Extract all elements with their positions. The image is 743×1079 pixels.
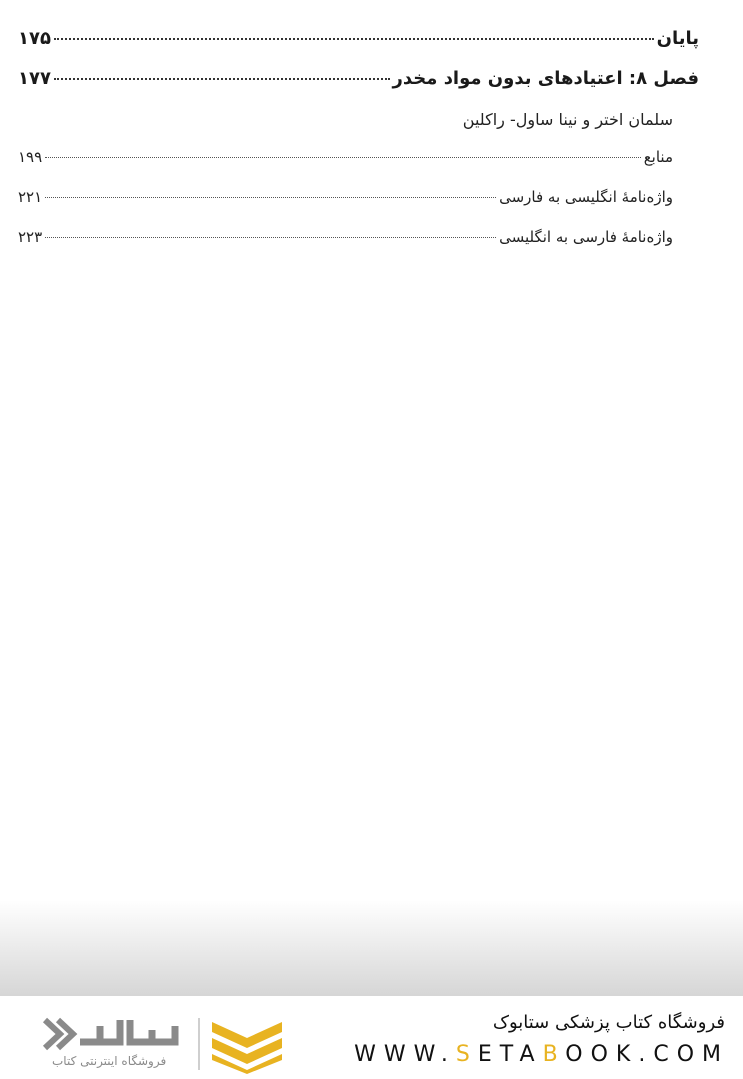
logo-divider	[198, 1018, 200, 1070]
url-part-highlight: B	[542, 1042, 566, 1067]
toc-entry-page: ۲۲۳	[18, 228, 43, 246]
dot-leader	[54, 38, 654, 40]
toc-entry-title: منابع	[643, 148, 673, 166]
logo-mark	[210, 1018, 284, 1078]
toc-entry-title: واژه‌نامۀ انگلیسی به فارسی	[499, 188, 673, 206]
store-name: فروشگاه کتاب پزشکی ستابوک	[492, 1012, 725, 1033]
chapter-authors: سلمان اختر و نینا ساول- راکلین	[462, 110, 673, 129]
setabook-wordmark-icon	[40, 1012, 185, 1058]
store-footer	[0, 996, 743, 1079]
url-part: ETA	[477, 1042, 543, 1067]
logo-tagline: فروشگاه اینترنتی کتاب	[52, 1054, 167, 1068]
toc-entry-page: ۱۷۵	[18, 28, 51, 49]
toc-entry-title: فصل ۸: اعتیادهای بدون مواد مخدر	[392, 68, 699, 89]
toc-entry[interactable]	[18, 188, 673, 206]
url-part: WWW.	[354, 1042, 456, 1067]
dot-leader	[54, 78, 390, 80]
toc-entry[interactable]	[18, 228, 673, 246]
dot-leader	[45, 237, 496, 238]
toc-entry[interactable]	[18, 68, 699, 89]
store-url[interactable]	[354, 1042, 729, 1067]
dot-leader	[45, 157, 641, 158]
dot-leader	[45, 197, 496, 198]
toc-entry-page: ۱۷۷	[18, 68, 51, 89]
toc-entry-title: پایان	[656, 28, 699, 49]
url-part-highlight: S	[455, 1042, 478, 1067]
book-chevron-logo-icon	[210, 1018, 284, 1074]
toc-entry-title: واژه‌نامۀ فارسی به انگلیسی	[499, 228, 673, 246]
toc-entry[interactable]	[18, 148, 673, 166]
toc-entry[interactable]	[18, 28, 699, 49]
footer-shadow	[0, 900, 743, 996]
toc-entry-page: ۲۲۱	[18, 188, 43, 206]
toc-entry-page: ۱۹۹	[18, 148, 43, 166]
url-part: OOK.COM	[565, 1042, 729, 1067]
